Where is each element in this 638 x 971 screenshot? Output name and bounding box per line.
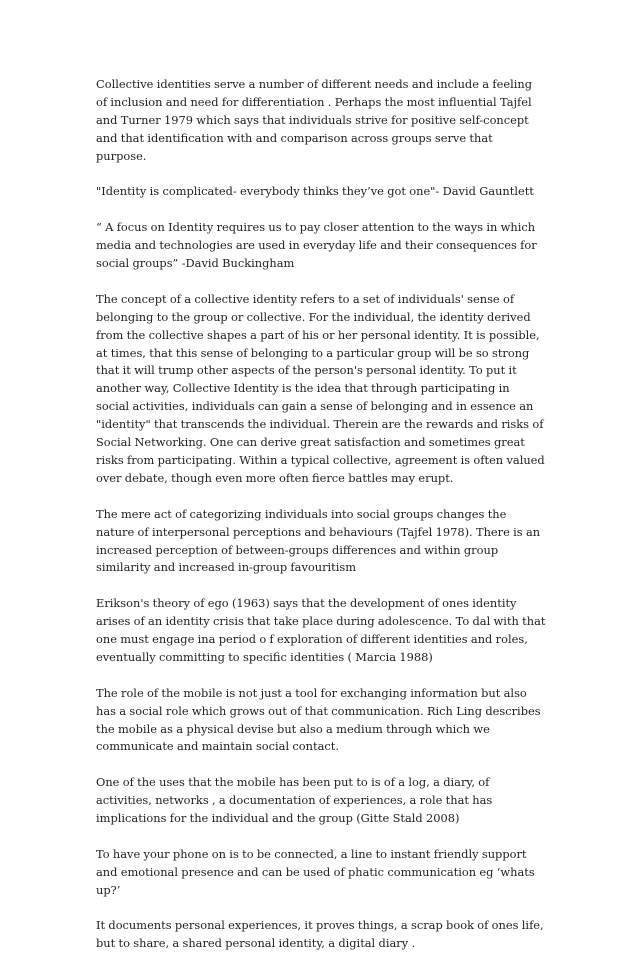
quote-buckingham: “ A focus on Identity requires us to pay closer attention to the ways in which media and technologies are used in everyday life and their consequences for social groups” -David Buckingham <box>96 220 537 271</box>
paragraph-mobile-role: The role of the mobile is not just a tool for exchanging information but also has a social role which grows out of that communication. Rich Ling describes the mobile as a physical devise but also a medium through which we communicate and maintain social contact. <box>96 685 541 754</box>
quote-gauntlett: "Identity is complicated- everybody thinks they’ve got one"- David Gauntlett <box>96 184 534 199</box>
paragraph-erikson-theory: Erikson's theory of ego (1963) says that the development of ones identity arises of an identity crisis that take place during adolescence. To dal with that one must engage ina period o f exploration of different identities and roles, eventually committing to specific identities ( Marcia 1988) <box>96 596 546 664</box>
paragraph-personal-experiences: It documents personal experiences, it proves things, a scrap book of ones life, but to share, a shared personal identity, a digital diary . <box>96 918 544 951</box>
paragraph-phone-connected: To have your phone on is to be connected, a line to instant friendly support and emotional presence and can be used of phatic communication eg ‘whats up?’ <box>96 846 535 897</box>
paragraph-categorizing-individuals: The mere act of categorizing individuals into social groups changes the nature of interpersonal perceptions and behaviours (Tajfel 1978). There is an increased perception of between-groups differences and within group similarity and increased in-group favouritism <box>96 506 541 575</box>
paragraph-collective-identity-concept: The concept of a collective identity refers to a set of individuals' sense of belonging to the group or collective. For the individual, the identity derived from the collective shapes a part of his or her personal identity. It is possible, at times, that this sense of belonging to a particular group will be so strong that it will trump other aspects of the person's personal identity. To put it another way, Collective Identity is the idea that through participating in social activities, individuals can gain a sense of belonging and in essence an "identity" that transcends the individual. Therein are the rewards and risks of Social Networking. One can derive great satisfaction and sometimes great risks from participating. Within a typical collective, agreement is often valued over debate, though even more often fierce battles may erupt. <box>96 291 545 485</box>
paragraph-mobile-log: One of the uses that the mobile has been put to is of a log, a diary, of activities, networks , a documentation of experiences, a role that has implications for the individual and the group (Gitte Stald 2008) <box>96 775 493 826</box>
document-body <box>96 76 546 971</box>
paragraph-collective-identities: Collective identities serve a number of different needs and include a feeling of inclusion and need for differentiation . Perhaps the most influential Tajfel and Turner 1979 which says that individuals strive for positive self-concept and that identification with and comparison across groups serve that purpose. <box>96 77 532 163</box>
